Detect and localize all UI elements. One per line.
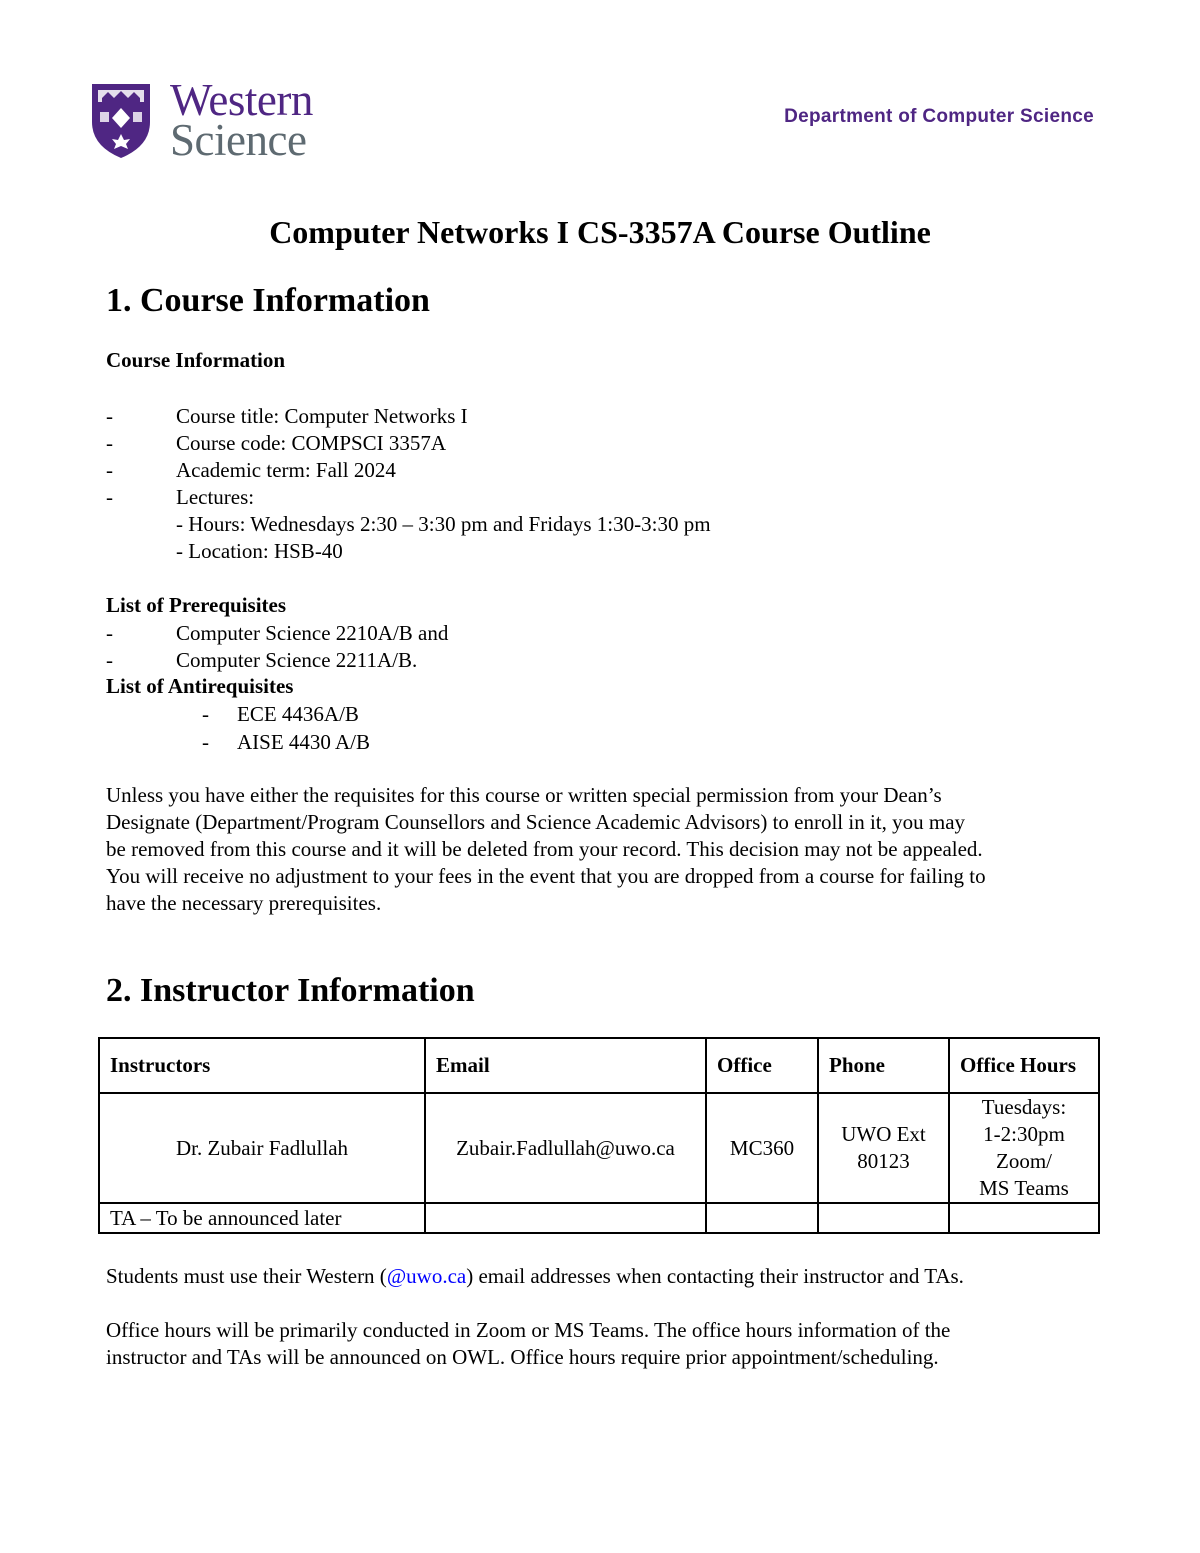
instructor-table xyxy=(98,1037,1100,1234)
table-row xyxy=(99,1203,1099,1233)
lecture-location: - Location: HSB-40 xyxy=(176,539,343,563)
instructor-email: Zubair.Fadlullah@uwo.ca xyxy=(425,1093,706,1203)
column-header-office-hours: Office Hours xyxy=(949,1038,1099,1093)
ta-office xyxy=(706,1203,818,1233)
instructor-office-hours: Tuesdays: 1-2:30pm Zoom/ MS Teams xyxy=(949,1093,1099,1203)
instructor-phone: UWO Ext 80123 xyxy=(818,1093,949,1203)
uwo-email-link[interactable]: @uwo.ca xyxy=(386,1264,467,1288)
column-header-instructors: Instructors xyxy=(99,1038,425,1093)
office-hours-note: Office hours will be primarily conducted in Zoom or MS Teams. The office hours information of the instructor and TAs will be announced on OWL. Office hours require prior appointment/scheduling. xyxy=(106,1318,951,1369)
column-header-office: Office xyxy=(706,1038,818,1093)
table-header-row xyxy=(99,1038,1099,1093)
antirequisites-heading: List of Antirequisites xyxy=(106,674,294,698)
logo-word-science: Science xyxy=(170,115,307,165)
instructor-office: MC360 xyxy=(706,1093,818,1203)
ta-email xyxy=(425,1203,706,1233)
email-note: Students must use their Western (@uwo.ca) email addresses when contacting their instructor and TAs. xyxy=(106,1264,964,1288)
logo-word-western: Western xyxy=(170,75,313,125)
requisites-paragraph: Unless you have either the requisites for this course or written special permission from your Dean’s Designate (Department/Program Counsellors and Science Academic Advisors) to enroll in it, you may be removed from this course and it will be deleted from your record. This decision may not be appealed. You will receive no adjustment to your fees in the event that you are dropped from a course for failing to have the necessary prerequisites. xyxy=(106,783,986,915)
department-label: Department of Computer Science xyxy=(784,106,1094,127)
document-title: Computer Networks I CS-3357A Course Outline xyxy=(269,214,931,250)
ta-office-hours xyxy=(949,1203,1099,1233)
ta-name: TA – To be announced later xyxy=(99,1203,425,1233)
column-header-email: Email xyxy=(425,1038,706,1093)
lecture-hours: - Hours: Wednesdays 2:30 – 3:30 pm and Fridays 1:30-3:30 pm xyxy=(176,512,711,536)
document-page: Western Science Department of Computer Science Computer Networks I CS-3357A Course Outline 1. Course Information Course Information - Course title: Computer Networks I - Course code: COMPSCI 3357A - Academic term: Fall 2024 - Lectures: - Hours: Wednesdays 2:30 – 3:30 pm and Fridays 1:30-3:30 pm - Location: HSB-40 List of Prerequisites - Computer Science 2210A/B and - Computer Science 2211A/B. List of Antirequisites - ECE 4436A/B - AISE 4430 A/B Unless you have either the requisites for this course or written special permission from your Dean’s Designate (Department/Program Counsellors and Science Academic Advisors) to enroll in it, you may be removed from this course and it will be deleted from your record. This decision may not be appealed. You will receive no adjustment to your fees in the event that you are dropped from a course for failing to have the necessary prerequisites. 2. Instructor Information Instructors Email Office Phone Office Hours Dr. Zubair Fadlullah Zubair.Fadlullah@uwo.ca MC360 UWO Ext 80123 Tuesdays: 1-2:30pm Zoom/ MS Teams TA – To be announced later Students must use their Western (@uwo.ca) email addresses when contacting their instructor and TAs. Office hours will be primarily conducted in Zoom or MS Teams. The office hours information of the instructor and TAs will be announced on OWL. Office hours require prior appointment/scheduling. xyxy=(0,0,1200,1553)
instructor-name: Dr. Zubair Fadlullah xyxy=(99,1093,425,1203)
column-header-phone: Phone xyxy=(818,1038,949,1093)
crest-icon xyxy=(88,78,154,160)
ta-phone xyxy=(818,1203,949,1233)
section-heading-instructor-information: 2. Instructor Information xyxy=(106,972,475,1009)
prerequisites-heading: List of Prerequisites xyxy=(106,593,287,617)
table-row xyxy=(99,1093,1099,1203)
western-science-logo xyxy=(88,75,348,165)
section-heading-course-information: 1. Course Information xyxy=(106,282,430,319)
subheading-course-information: Course Information xyxy=(106,348,286,372)
